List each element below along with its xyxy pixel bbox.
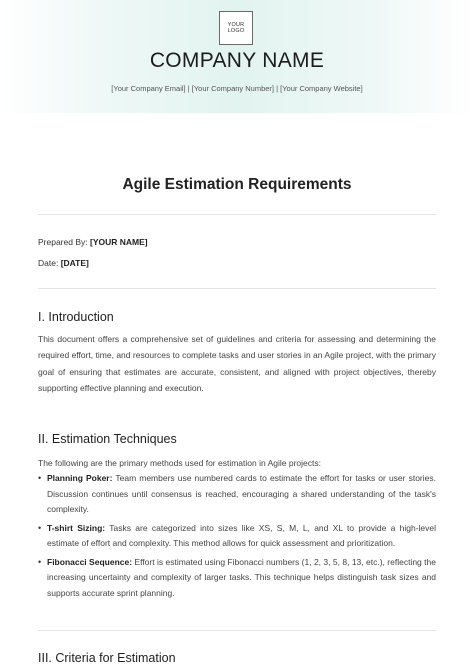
list-item <box>38 521 436 552</box>
logo-text: YOUR LOGO <box>227 21 245 34</box>
technique-term: Planning Poker: <box>47 473 113 483</box>
divider <box>38 630 436 631</box>
technique-description: Team members use numbered cards to estimate the effort for tasks or user stories. Discussion continues until consensus is reached, encouraging a shared understanding of the task's complexity. <box>47 473 436 514</box>
section-heading-estimation-techniques: II. Estimation Techniques <box>38 432 177 446</box>
technique-term: Fibonacci Sequence: <box>47 556 133 567</box>
date-line <box>38 257 89 269</box>
divider <box>38 214 436 215</box>
company-name: COMPANY NAME <box>149 49 325 72</box>
technique-term: T-shirt Sizing: <box>47 522 106 533</box>
section-heading-introduction: I. Introduction <box>38 310 114 324</box>
prepared-by-label: Prepared By: <box>38 237 88 247</box>
company-contact-line: [Your Company Email] | [Your Company Number] | [Your Company Website] <box>111 84 363 93</box>
section-heading-criteria: III. Criteria for Estimation <box>38 651 176 665</box>
date-label: Date: <box>38 258 59 268</box>
introduction-paragraph: This document offers a comprehensive set of guidelines and criteria for assessing and determining the required effort, time, and resources to complete tasks and user stories in an Agile project, with the primary goal of ensuring that estimates are accurate, consistent, and aligned with project objectives, thereby supporting effective planning and execution. <box>38 334 436 393</box>
letterhead <box>0 0 474 113</box>
technique-description: Tasks are categorized into sizes like XS, S, M, L, and XL to provide a high-level estimate of effort and complexity. This method allows for quick assessment and prioritization. <box>47 522 436 548</box>
prepared-by-value: [YOUR NAME] <box>90 237 148 247</box>
date-value: [DATE] <box>60 258 89 268</box>
list-item <box>38 555 436 602</box>
divider <box>38 288 436 289</box>
list-item <box>38 471 436 518</box>
techniques-list <box>38 471 436 604</box>
company-logo <box>219 11 253 45</box>
techniques-intro: The following are the primary methods used for estimation in Agile projects: <box>38 458 321 468</box>
prepared-by-line <box>38 236 148 248</box>
document-title: Agile Estimation Requirements <box>122 176 352 193</box>
technique-description: Effort is estimated using Fibonacci numbers (1, 2, 3, 5, 8, 13, etc.), reflecting the increasing uncertainty and complexity of larger tasks. This technique helps distinguish task sizes and supports accurate sprint planning. <box>47 556 436 598</box>
